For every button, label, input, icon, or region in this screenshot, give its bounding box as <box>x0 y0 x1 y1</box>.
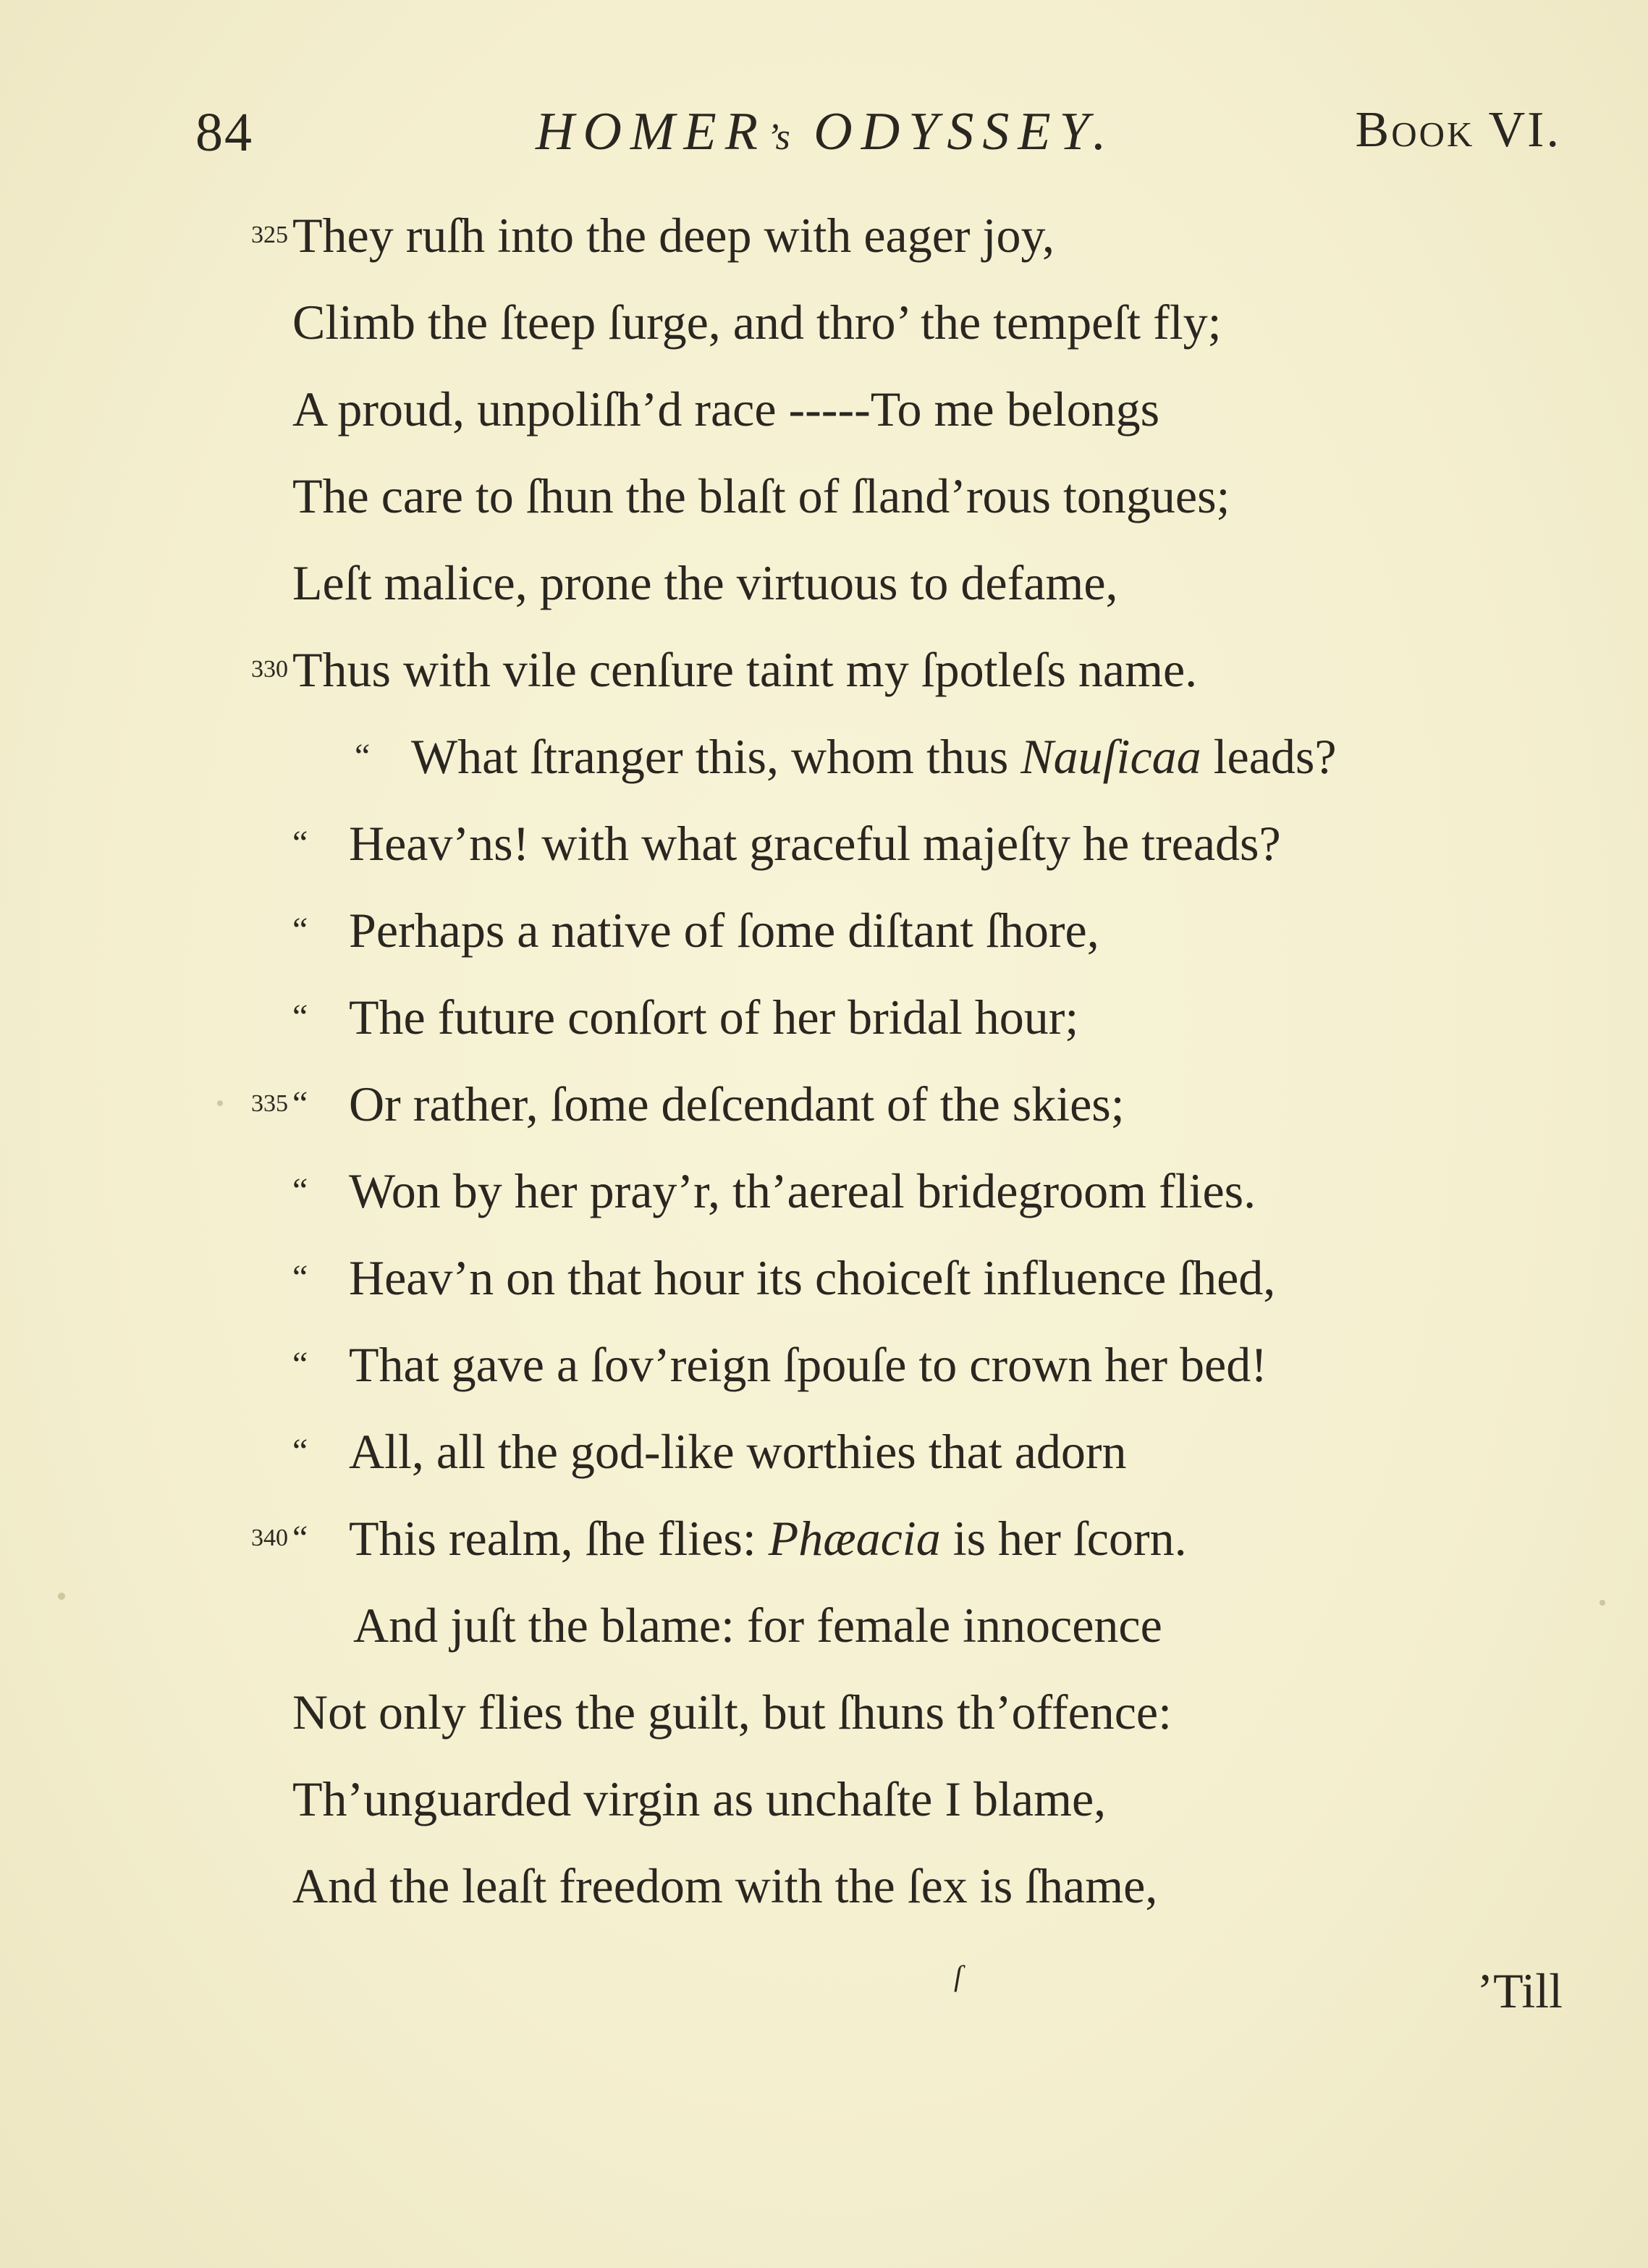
line-text: Not only flies the guilt, but ſhuns th’offence: <box>292 1685 1172 1740</box>
line-text: A proud, unpoliſh’d race -----To me belongs <box>292 381 1160 437</box>
verse-line <box>292 1147 1256 1234</box>
line-text-start: This realm, ſhe flies: <box>349 1511 769 1566</box>
quotation-mark: “ <box>292 998 308 1036</box>
line-text-italic: Phæacia <box>768 1511 941 1566</box>
verse-line <box>251 626 1198 713</box>
line-number: 330 <box>251 656 288 683</box>
line-text-end: is her ſcorn. <box>940 1511 1187 1566</box>
line-text: And the leaſt freedom with the ſex is ſhame, <box>292 1858 1158 1913</box>
line-text: Leſt malice, prone the virtuous to defame, <box>292 555 1118 610</box>
line-text: Won by her pray’r, th’aereal bridegroom flies. <box>349 1163 1256 1218</box>
line-text: Thus with vile cenſure taint my ſpotleſs name. <box>292 642 1198 697</box>
line-text: Heav’n on that hour its choiceſt influence ſhed, <box>349 1250 1276 1305</box>
book-label <box>1356 101 1561 159</box>
line-text: Climb the ſteep ſurge, and thro’ the tempeſt fly; <box>292 295 1222 350</box>
line-text: The care to ſhun the blaſt of ſland’rous tongues; <box>292 468 1230 523</box>
line-text-end: leads? <box>1201 729 1337 784</box>
verse-line <box>292 1408 1127 1495</box>
verse-line <box>251 1061 1125 1147</box>
quotation-mark: “ <box>292 1519 308 1557</box>
running-header <box>195 101 1561 174</box>
line-text-italic: Nauſicaa <box>1021 729 1201 784</box>
quotation-mark: “ <box>292 1258 308 1297</box>
line-text-start: What ſtranger this, whom thus <box>411 729 1021 784</box>
line-number: 340 <box>251 1525 288 1551</box>
verse-line <box>292 974 1078 1061</box>
line-text: Or rather, ſome deſcendant of the skies; <box>349 1076 1125 1131</box>
verse-line <box>292 887 1099 974</box>
verse-line <box>292 539 1118 626</box>
line-number: 335 <box>251 1090 288 1117</box>
verse-line <box>292 366 1159 452</box>
verse-line <box>292 800 1281 887</box>
verse-line <box>292 1234 1275 1321</box>
catchword: ’Till <box>1476 1963 1563 2018</box>
line-text: And juſt the blame: for female innocence <box>353 1598 1162 1653</box>
verse-line <box>292 1842 1157 1929</box>
verse-line <box>292 1755 1106 1842</box>
book-label-numeral: VI. <box>1488 102 1561 158</box>
verse-line <box>251 192 1055 279</box>
verse-line <box>353 1582 1162 1669</box>
verse-line <box>292 452 1230 539</box>
line-text: Perhaps a native of ſome diſtant ſhore, <box>349 903 1099 958</box>
line-text: Heav’ns! with what graceful majeſty he treads? <box>349 816 1281 871</box>
quotation-mark: “ <box>292 1432 308 1470</box>
line-text: Th’unguarded virgin as unchaſte I blame, <box>292 1771 1107 1826</box>
line-text: They ruſh into the deep with eager joy, <box>292 208 1055 263</box>
quotation-mark: “ <box>292 1084 308 1123</box>
running-title-author: HOMER <box>536 102 766 161</box>
quotation-mark: “ <box>292 824 308 862</box>
quotation-mark: “ <box>292 911 308 949</box>
line-number: 325 <box>251 222 288 248</box>
paper-speck <box>1600 1600 1605 1606</box>
verse-line <box>292 1321 1267 1408</box>
verse-line <box>292 1669 1172 1755</box>
line-text: The future conſort of her bridal hour; <box>349 990 1079 1045</box>
verse-line <box>292 279 1222 366</box>
running-title-work: ODYSSEY. <box>814 102 1115 161</box>
line-text: That gave a ſov’reign ſpouſe to crown her bed! <box>349 1337 1267 1392</box>
line-text: All, all the god-like worthies that adorn <box>349 1424 1127 1479</box>
verse-line <box>355 713 1337 800</box>
signature-mark: ſ <box>954 1960 963 1992</box>
quotation-mark: “ <box>292 1171 308 1210</box>
page-number: 84 <box>195 102 253 163</box>
verse-line <box>251 1495 1187 1582</box>
paper-speck <box>58 1593 65 1600</box>
running-title <box>536 101 1115 163</box>
running-title-possessive: ’s <box>766 117 792 158</box>
quotation-mark: “ <box>292 1345 308 1383</box>
book-label-word: Book <box>1355 102 1475 158</box>
paper-speck <box>217 1100 223 1106</box>
quotation-mark: “ <box>355 737 371 775</box>
